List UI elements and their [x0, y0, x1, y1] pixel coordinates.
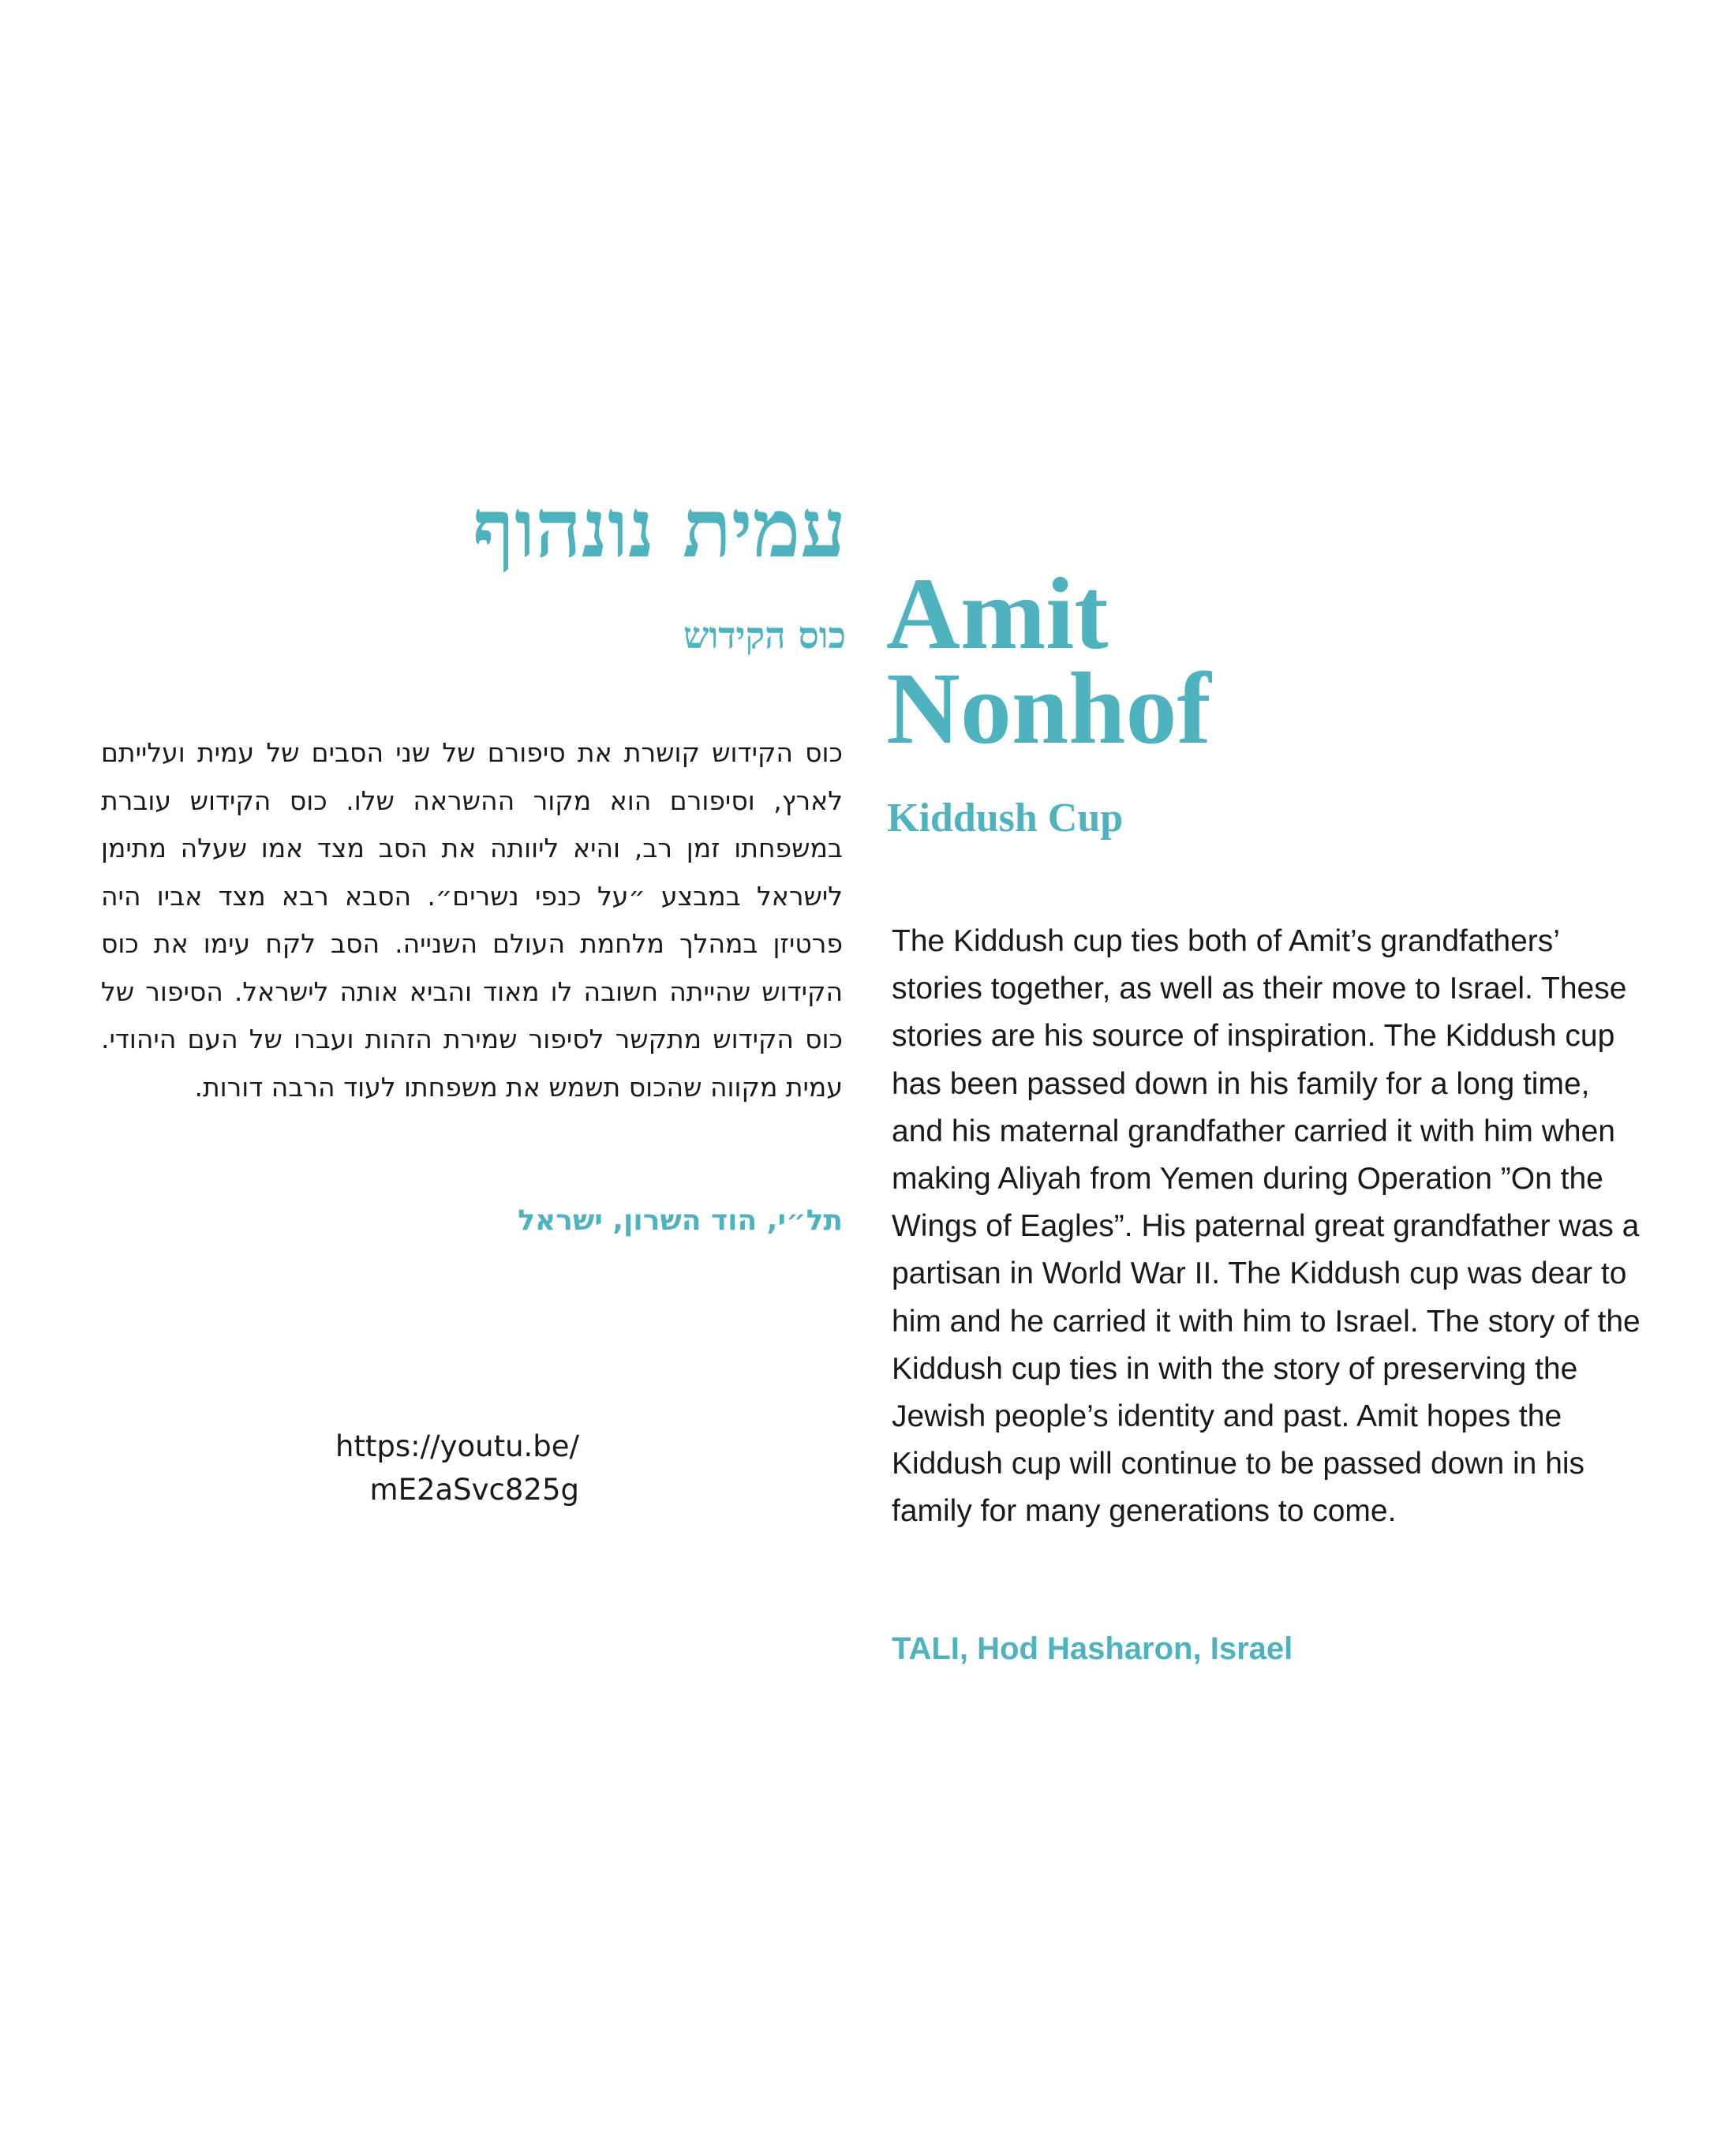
english-location: TALI, Hod Hasharon, Israel [892, 1631, 1293, 1666]
english-body-text: The Kiddush cup ties both of Amit’s grandfathers’ stories together, as well as their move to Israel. These stories are his source of inspiration. The Kiddush cup has been passed down in his family for a long time, and his maternal grandfather carried it with him when making Aliyah from Yemen during Operation ”On the Wings of Eagles”. His paternal great grandfather was a partisan in World War II. The Kiddush cup was dear to him and he carried it with him to Israel. The story of the Kiddush cup ties in with the story of preserving the Jewish people’s identity and past. Amit hopes the Kiddush cup will continue to be passed down in his family for many generations to come. [892, 924, 1641, 1529]
hebrew-subtitle: כוס הקידוש [683, 614, 846, 657]
english-name-title [886, 557, 1596, 766]
english-name-last: Nonhof [886, 652, 1211, 766]
hebrew-location: תל״י, הוד השרון, ישראל [518, 1204, 843, 1237]
english-name-first: Amit [886, 557, 1109, 671]
hebrew-body-text: כוס הקידוש קושרת את סיפורם של שני הסבים של עמית ועלייתם לארץ, וסיפורם הוא מקור ההשראה שלו. כוס הקידוש עוברת במשפחתו זמן רב, והיא ליוותה את הסב מצד אמו שעלה מתימן לישראל במבצע ״על כנפי נשרים״. הסבא רבא מצד אביו היה פרטיזן במהלך מלחמת העולם השנייה. הסב לקח עימו את כוס הקידוש שהייתה חשובה לו מאוד והביא אותה לישראל. הסיפור של כוס הקידוש מתקשר לסיפור שמירת הזהות ועברו של העם היהודי. עמית מקווה שהכוס תשמש את משפחתו לעוד הרבה דורות. [101, 737, 843, 1103]
hebrew-name-title: עמית נונהוף [473, 481, 846, 576]
youtube-link-line2: mE2aSvc825g [369, 1473, 579, 1507]
youtube-link-line1: https://youtu.be/ [335, 1429, 579, 1463]
youtube-link[interactable] [284, 1425, 579, 1511]
english-subtitle: Kiddush Cup [887, 796, 1124, 841]
